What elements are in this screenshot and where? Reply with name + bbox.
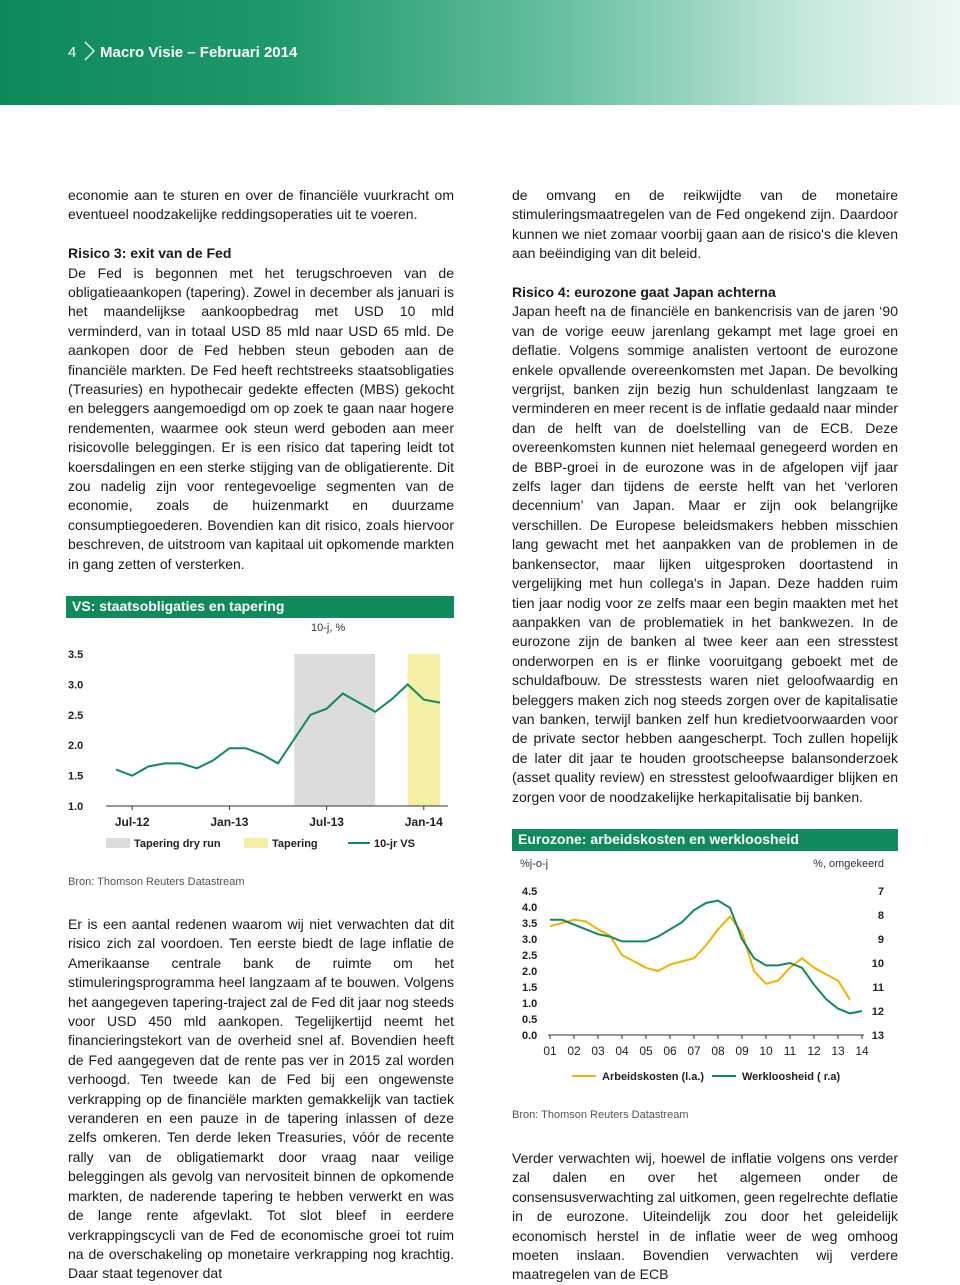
paragraph: Verder verwachten wij, hoewel de inflatie volgens ons verder zal dalen en over het algemeen onder de consensusverwachting zal uitkomen, geen regelrechte deflatie in de eurozone. Uiteindelijk zou door het geleidelijk economisch herstel in de inflatie weer de weg omhoog moeten inslaan. Bovendien verwachten wij verdere maatregelen van de ECB — [512, 1149, 898, 1285]
right-tick-label: 12 — [872, 1006, 884, 1018]
left-tick-label: 4.0 — [522, 902, 537, 914]
chart-us-treasuries-tapering — [66, 596, 456, 858]
legend-swatch-dry-run — [106, 838, 130, 848]
x-tick-label: 09 — [735, 1044, 749, 1058]
legend-label: Tapering dry run — [134, 838, 221, 850]
x-tick-label: Jul-12 — [115, 815, 150, 829]
left-tick-label: 1.0 — [522, 998, 537, 1010]
left-tick-label: 4.5 — [522, 886, 537, 898]
x-tick-label: 08 — [711, 1044, 725, 1058]
paragraph: economie aan te sturen en over de financiële vuurkracht om eventueel noodzakelijke reddingsoperaties uit te voeren. — [68, 186, 454, 225]
chart-title: Eurozone: arbeidskosten en werkloosheid — [512, 829, 898, 851]
x-tick-label: Jan-13 — [210, 815, 248, 829]
page-header — [0, 0, 960, 105]
right-tick-label: 8 — [878, 910, 884, 922]
shade-tapering — [408, 654, 440, 806]
left-axis-unit: %j-o-j — [520, 858, 548, 870]
left-tick-label: 3.0 — [522, 934, 537, 946]
x-tick-label: 03 — [591, 1044, 605, 1058]
left-tick-label: 0.5 — [522, 1014, 537, 1026]
page-number: 4 — [68, 44, 76, 61]
left-tick-label: 3.5 — [522, 918, 537, 930]
y-tick-label: 3.0 — [68, 679, 83, 691]
section-heading: Risico 3: exit van de Fed — [68, 244, 454, 263]
shade-dry-run — [294, 654, 375, 806]
chart-source: Bron: Thomson Reuters Datastream — [512, 1109, 688, 1121]
paragraph: Er is een aantal redenen waarom wij niet verwachten dat dit risico zich zal voordoen. Ten eerste biedt de lage inflatie de Amerikaanse centrale bank de ruimte om het stimuleringsprogramma heel langzaam af te bouwen. Volgens het aangegeven tapering-traject zal de Fed dit jaar nog steeds voor USD 450 mld aankopen. Tegelijkertijd neemt het financieringstekort van de overheid snel af. Bovendien heeft de Fed aangegeven dat de rente pas ver in 2015 zal worden verhoogd. Ten tweede kan de Fed bij een ongewenste verkrapping op de financiële markten gemakkelijk van tactiek veranderen en een pauze in de tapering inlassen of deze zelfs omkeren. Ten derde leken Treasuries, vóór de recente rally van de obligatiemarkt door vraag naar veilige beleggingen als gevolg van nervositeit binnen de opkomende markten, de naderende tapering te hebben verwerkt en was de lange rente afgevlakt. Tot slot bleef in eerdere verkrappingscycli van de Fed de economische groei tot ruim na de overschakeling op monetaire verkrapping nog krachtig. Daar staat tegenover dat — [68, 915, 454, 1284]
x-tick-label: Jan-14 — [405, 815, 443, 829]
right-tick-label: 13 — [872, 1030, 884, 1042]
left-column-continued — [68, 915, 454, 1284]
right-tick-label: 11 — [872, 982, 884, 994]
x-tick-label: 04 — [615, 1044, 629, 1058]
paragraph: De Fed is begonnen met het terugschroeven van de obligatieaankopen (tapering). Zowel in december als januari is het maandelijkse aankoopbedrag met USD 10 mld verminderd, van in totaal USD 85 mld naar USD 65 mld. De aankopen door de Fed hebben steun geboden aan de financiële markten. De Fed heeft rechtstreeks staatsobligaties (Treasuries) en hypothecair gedekte effecten (MBS) gekocht en beleggers aangemoedigd om op zoek te gaan naar hogere rendementen, waarmee ook steun werd geboden aan meer risicovolle beleggingen. Er is een risico dat tapering leidt tot koersdalingen en een sterke stijging van de obligatierente. Dit zou nadelig zijn voor rentegevoelige segmenten van de economie, zoals de huizenmarkt en duurzame consumptiegoederen. Bovendien kan dit risico, zoals hiervoor beschreven, de uitstroom van kapitaal uit opkomende markten in gang zetten of versterken. — [68, 264, 454, 575]
y-tick-label: 2.5 — [68, 710, 83, 722]
legend-label: Tapering — [272, 838, 318, 850]
paragraph: de omvang en de reikwijdte van de monetaire stimuleringsmaatregelen van de Fed ongekend zijn. Daardoor kunnen we niet zomaar voorbij gaan aan de risico's die kleven aan beëindiging van dit beleid. — [512, 186, 898, 264]
y-tick-label: 1.0 — [68, 801, 83, 813]
x-tick-label: 05 — [639, 1044, 653, 1058]
right-column-continued — [512, 1149, 898, 1285]
legend-label: Werkloosheid ( r.a) — [742, 1071, 841, 1083]
publication-title: Macro Visie – Februari 2014 — [100, 44, 297, 61]
x-tick-label: 01 — [543, 1044, 557, 1058]
series-unemployment — [550, 901, 862, 1014]
x-tick-label: 11 — [784, 1044, 797, 1058]
x-tick-label: 10 — [759, 1044, 773, 1058]
x-tick-label: 07 — [687, 1044, 701, 1058]
chart-source: Bron: Thomson Reuters Datastream — [68, 876, 244, 888]
x-tick-label: Jul-13 — [309, 815, 344, 829]
x-tick-label: 12 — [807, 1044, 821, 1058]
legend-swatch-tapering — [244, 838, 268, 848]
chevron-right-icon — [82, 40, 96, 62]
axis-unit: 10-j, % — [311, 622, 345, 634]
series-10jr-vs — [116, 684, 440, 775]
y-tick-label: 1.5 — [68, 771, 83, 783]
left-tick-label: 1.5 — [522, 982, 537, 994]
chart-plot — [66, 596, 456, 858]
right-tick-label: 10 — [872, 958, 884, 970]
left-tick-label: 2.0 — [522, 966, 537, 978]
legend-label: Arbeidskosten (l.a.) — [602, 1071, 704, 1083]
x-tick-label: 02 — [567, 1044, 581, 1058]
x-tick-label: 06 — [663, 1044, 677, 1058]
chart-plot — [512, 829, 902, 1099]
y-tick-label: 3.5 — [68, 649, 83, 661]
left-tick-label: 0.0 — [522, 1030, 537, 1042]
paragraph: Japan heeft na de financiële en bankencrisis van de jaren ‘90 van de vorige eeuw jarenlang gekampt met lage groei en deflatie. Volgens sommige analisten vertoont de eurozone enkele opvallende overeenkomsten met Japan. De bevolking vergrijst, banken zijn bezig hun schuldenlast langzaam te verminderen en meer recent is de inflatie gedaald naar minder dan de helft van de doelstelling van de ECB. Deze overeenkomsten kunnen niet helemaal genegeerd worden en de BBP-groei in de eurozone was in de afgelopen vijf jaar zelfs lager dan tijdens de eerste helft van het ‘verloren decennium’ van Japan. Maar er zijn ook belangrijke verschillen. De Europese beleidsmakers hebben misschien lang gewacht met het aanpakken van de problemen in de bankensector, maar lijken uitgesproken doortastend in vergelijking met hun collega's in Japan. Deze hadden ruim tien jaar nodig voor ze zelfs maar een begin maakten met het aanpakken van de problematiek in het bankwezen. In de eurozone zijn de banken al twee keer aan een stresstest onderworpen en is er flinke vooruitgang geboekt met de schuldafbouw. De stresstests waren niet geloofwaardig en beleggers maken zich nog steeds zorgen over de kapitalisatie van banken, terwijl banken zelf hun kredietvoorwaarden voor de private sector hebben aangescherpt. Toch zullen hopelijk de later dit jaar te houden grootscheepse balansonderzoek (asset quality review) en stresstest geloofwaardiger blijken en zorgen voor de noodzakelijke herkapitalisatie bij banken. — [512, 302, 898, 807]
y-tick-label: 2.0 — [68, 740, 83, 752]
section-heading: Risico 4: eurozone gaat Japan achterna — [512, 283, 898, 302]
x-tick-label: 14 — [855, 1044, 869, 1058]
chart-eurozone-labour-unemployment — [512, 829, 902, 1099]
x-tick-label: 13 — [831, 1044, 845, 1058]
legend-label: 10-jr VS — [374, 838, 415, 850]
right-column — [512, 186, 898, 807]
chart-title: VS: staatsobligaties en tapering — [66, 596, 454, 618]
right-axis-unit: %, omgekeerd — [813, 858, 884, 870]
right-tick-label: 9 — [878, 934, 884, 946]
right-tick-label: 7 — [878, 886, 884, 898]
series-labour-cost — [550, 917, 850, 1000]
left-column — [68, 186, 454, 574]
left-tick-label: 2.5 — [522, 950, 537, 962]
